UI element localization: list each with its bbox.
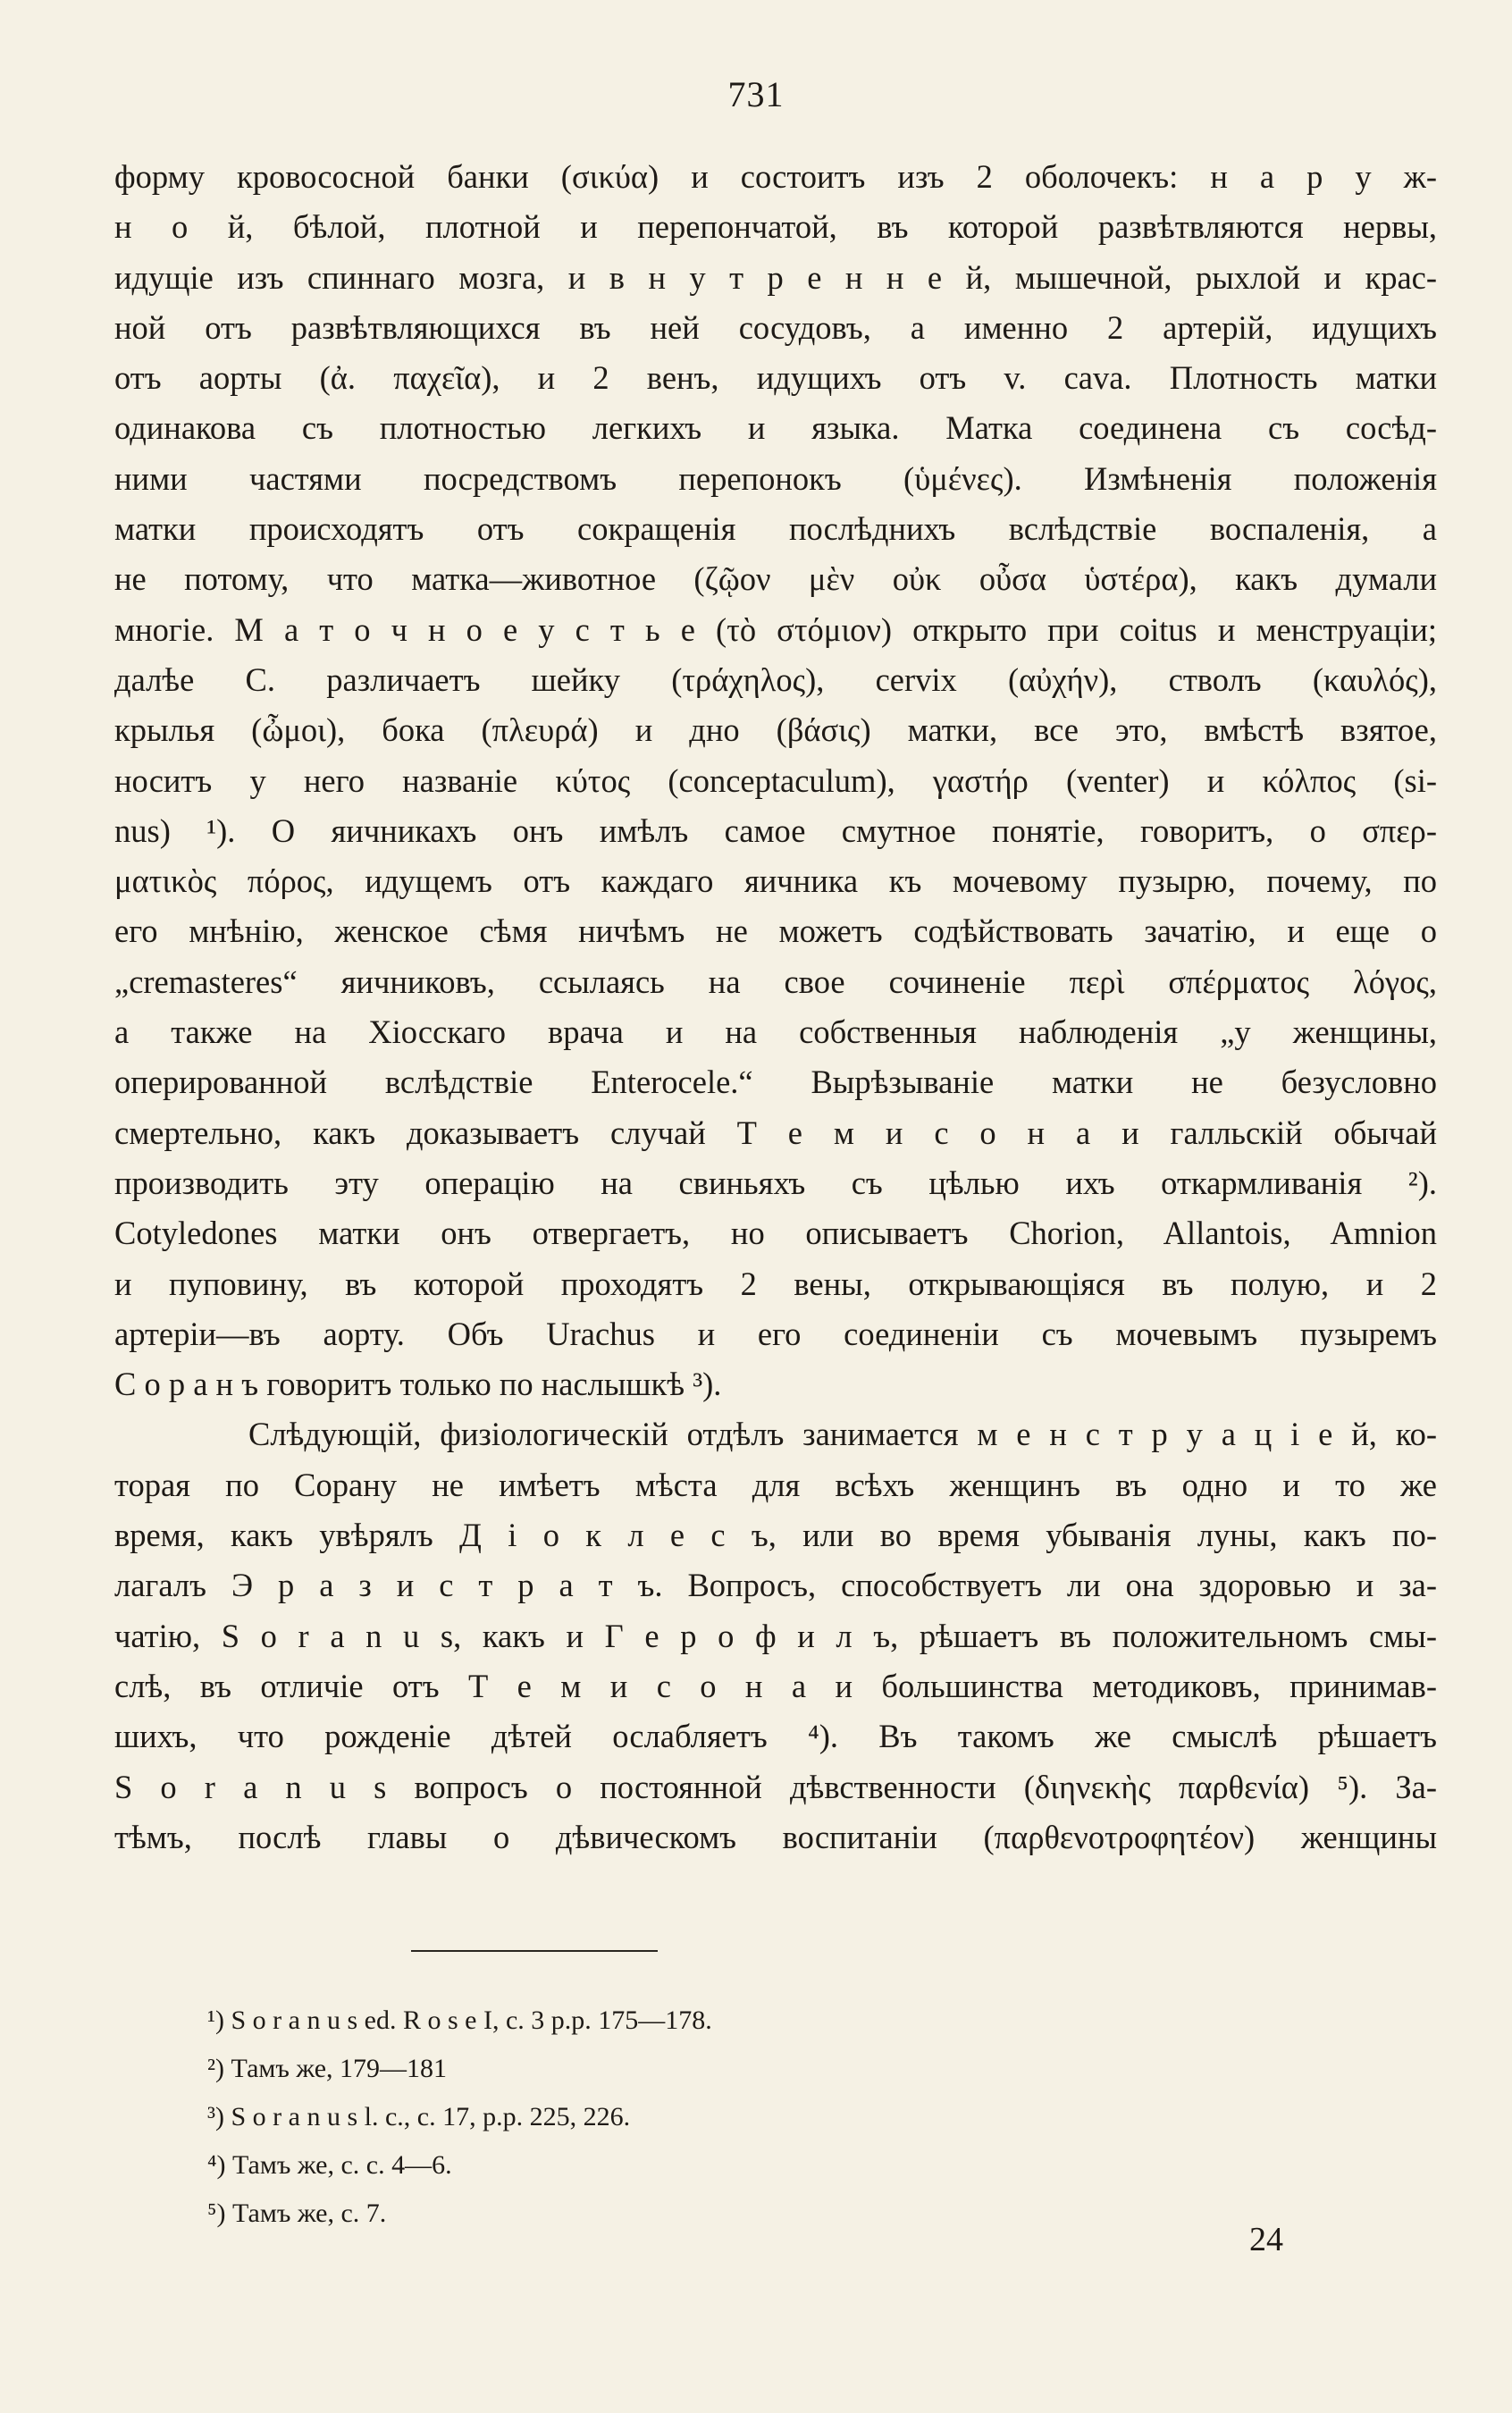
text-line: н о й, бѣлой, плотной и перепончатой, въ которой развѣтвляются нервы, <box>114 208 1437 246</box>
text-line: и пуповину, въ которой проходятъ 2 вены, открывающіяся въ полую, и 2 <box>114 1265 1437 1302</box>
text-line: лагалъ Э р а з и с т р а т ъ. Вопросъ, способствуетъ ли она здоровью и за- <box>114 1567 1437 1604</box>
text-line: крылья (ὦμοι), бока (πλευρά) и дно (βάσις) матки, все это, вмѣстѣ взятое, <box>114 711 1437 749</box>
text-line: смертельно, какъ доказываетъ случай Т е м и с о н а и галльскій обычай <box>114 1114 1437 1151</box>
text-line: носитъ у него названіе κύτος (conceptaculum), γαστήρ (venter) и κόλπος (si- <box>114 761 1437 799</box>
text-line: тѣмъ, послѣ главы о дѣвическомъ воспитаніи (παρθενοτροφητέον) женщины <box>114 1818 1437 1855</box>
text-line: его мнѣнію, женское сѣмя ничѣмъ не можетъ содѣйствовать зачатію, и еще о <box>114 912 1437 950</box>
body-text <box>114 152 1437 1862</box>
text-line: одинакова съ плотностью легкихъ и языка. Матка соединена съ сосѣд- <box>114 409 1437 447</box>
text-line: чатію, S o r a n u s, какъ и Г е р о ф и л ъ, рѣшаетъ въ положительномъ смы- <box>114 1617 1437 1654</box>
text-line: Cotyledones матки онъ отвергаетъ, но описываетъ Chorion, Allantois, Amnion <box>114 1215 1437 1252</box>
text-line: не потому, что матка—животное (ζῷον μὲν οὐκ οὖσα ὑστέρα), какъ думали <box>114 560 1437 598</box>
footnote: ³) S o r a n u s l. c., c. 17, p.p. 225, 226. <box>207 2102 631 2131</box>
footnote: ⁴) Тамъ же, с. с. 4—6. <box>207 2150 452 2180</box>
footnote: ⁵) Тамъ же, с. 7. <box>207 2199 387 2228</box>
footnote: ¹) S o r a n u s ed. R o s e I, c. 3 p.p. 175—178. <box>207 2005 712 2035</box>
text-line: матки происходятъ отъ сокращенія послѣднихъ вслѣдствіе воспаленія, а <box>114 510 1437 548</box>
text-line: отъ аорты (ἀ. παχεῖα), и 2 венъ, идущихъ отъ v. cava. Плотность матки <box>114 359 1437 397</box>
footnote-divider <box>411 1950 658 1952</box>
text-line: торая по Сорану не имѣетъ мѣста для всѣхъ женщинъ въ одно и то же <box>114 1466 1437 1503</box>
text-line: слѣ, въ отличіе отъ Т е м и с о н а и большинства методиковъ, принимав- <box>114 1667 1437 1704</box>
footnote: ²) Тамъ же, 179—181 <box>207 2054 448 2083</box>
text-line: время, какъ увѣрялъ Д і о к л е с ъ, или во время убыванія луны, какъ по- <box>114 1517 1437 1554</box>
text-line: шихъ, что рожденіе дѣтей ослабляетъ ⁴). Въ такомъ же смыслѣ рѣшаетъ <box>114 1718 1437 1755</box>
footnotes <box>207 1997 712 2238</box>
text-line: „cremasteres“ яичниковъ, ссылаясь на свое сочиненіе περὶ σπέρματος λόγος, <box>114 963 1437 1000</box>
signature-mark: 24 <box>1249 2221 1283 2258</box>
text-line: многіе. М а т о ч н о е у с т ь е (τὸ στόμιον) открыто при coitus и менструаціи; <box>114 610 1437 648</box>
text-line: ной отъ развѣтвляющихся въ ней сосудовъ, а именно 2 артерій, идущихъ <box>114 308 1437 346</box>
text-line: С о р а н ъ говоритъ только по наслышкѣ ³). <box>114 1366 722 1403</box>
text-line: далѣе С. различаетъ шейку (τράχηλος), cervix (αὐχήν), стволъ (καυλός), <box>114 660 1437 698</box>
text-line: идущіе изъ спиннаго мозга, и в н у т р е н н е й, мышечной, рыхлой и крас- <box>114 258 1437 296</box>
text-line: оперированной вслѣдствіе Enterocele.“ Вырѣзываніе матки не безусловно <box>114 1064 1437 1101</box>
text-line: S o r a n u s вопросъ о постоянной дѣвственности (διηνεκὴς παρθενία) ⁵). За- <box>114 1768 1437 1805</box>
text-line: nus) ¹). О яичникахъ онъ имѣлъ самое смутное понятіе, говоритъ, о σπερ- <box>114 811 1437 849</box>
text-line: а также на Хіосскаго врача и на собственныя наблюденія „у женщины, <box>114 1013 1437 1051</box>
page-number: 731 <box>727 74 785 114</box>
text-line: производить эту операцію на свиньяхъ съ цѣлью ихъ откармливанія ²). <box>114 1164 1437 1201</box>
text-line: ματικὸς πόρος, идущемъ отъ каждаго яичника къ мочевому пузырю, почему, по <box>114 862 1437 900</box>
text-line: форму кровососной банки (σικύα) и состоитъ изъ 2 оболочекъ: н а р у ж- <box>114 158 1437 195</box>
text-line: Слѣдующій, физіологическій отдѣлъ занимается м е н с т р у а ц і е й, ко- <box>248 1416 1437 1453</box>
text-line: артеріи—въ аорту. Объ Urachus и его соединеніи съ мочевымъ пузыремъ <box>114 1315 1437 1352</box>
text-line: ними частями посредствомъ перепонокъ (ὑμένες). Измѣненія положенія <box>114 459 1437 497</box>
